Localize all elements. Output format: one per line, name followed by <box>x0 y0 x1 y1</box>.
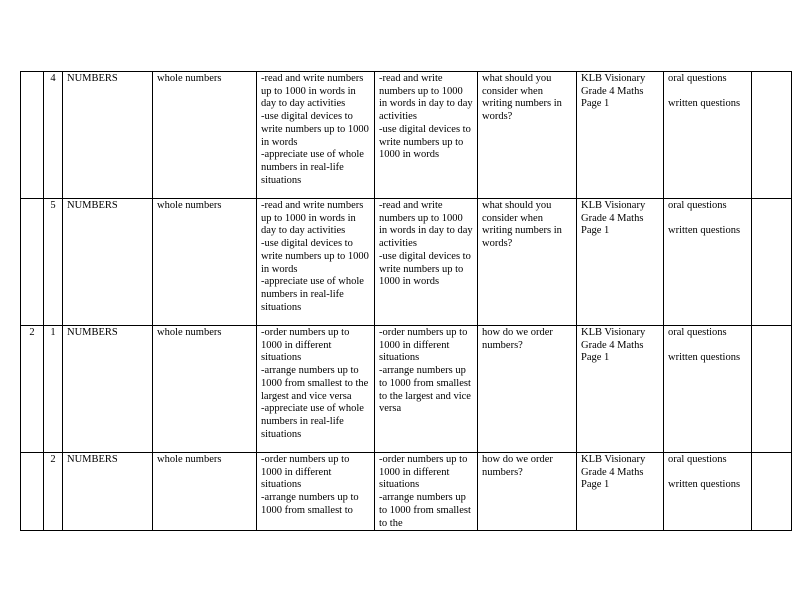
learning-experiences-cell: -order numbers up to 1000 in different situations -arrange numbers up to 1000 from smallest to the <box>375 453 478 531</box>
inquiry-question-cell: what should you consider when writing numbers in words? <box>478 72 577 199</box>
assessment-cell <box>664 72 752 199</box>
assessment-written: written questions <box>668 225 741 237</box>
inquiry-question-cell: what should you consider when writing numbers in words? <box>478 199 577 326</box>
strand-cell: NUMBERS <box>63 326 153 453</box>
table-row <box>21 326 792 453</box>
scheme-of-work-table <box>20 71 792 531</box>
table-row <box>21 199 792 326</box>
resources-cell: KLB Visionary Grade 4 Maths Page 1 <box>577 72 664 199</box>
learning-outcomes-cell: -read and write numbers up to 1000 in words in day to day activities -use digital devices to write numbers up to 1000 in words -appreciate use of whole numbers in real-life situations <box>257 72 375 199</box>
assessment-cell <box>664 326 752 453</box>
assessment-written: written questions <box>668 479 741 491</box>
assessment-cell <box>664 199 752 326</box>
assessment-oral: oral questions <box>668 73 727 84</box>
resources-cell: KLB Visionary Grade 4 Maths Page 1 <box>577 199 664 326</box>
inquiry-question-cell: how do we order numbers? <box>478 326 577 453</box>
reflection-cell <box>752 326 792 453</box>
learning-outcomes-cell: -order numbers up to 1000 in different situations -arrange numbers up to 1000 from smallest to <box>257 453 375 531</box>
lesson-cell: 2 <box>44 453 63 531</box>
learning-outcomes-cell: -order numbers up to 1000 in different situations -arrange numbers up to 1000 from smallest to the largest and vice versa -appreciate use of whole numbers in real-life situations <box>257 326 375 453</box>
learning-experiences-cell: -order numbers up to 1000 in different situations -arrange numbers up to 1000 from smallest to the largest and vice versa <box>375 326 478 453</box>
assessment-written: written questions <box>668 352 741 364</box>
strand-cell: NUMBERS <box>63 72 153 199</box>
week-cell: 2 <box>21 326 44 453</box>
reflection-cell <box>752 453 792 531</box>
learning-experiences-cell: -read and write numbers up to 1000 in words in day to day activities -use digital devices to write numbers up to 1000 in words <box>375 199 478 326</box>
learning-outcomes-cell: -read and write numbers up to 1000 in words in day to day activities -use digital devices to write numbers up to 1000 in words -appreciate use of whole numbers in real-life situations <box>257 199 375 326</box>
sub-strand-cell: whole numbers <box>153 326 257 453</box>
sub-strand-cell: whole numbers <box>153 453 257 531</box>
assessment-written: written questions <box>668 98 741 110</box>
week-cell <box>21 72 44 199</box>
inquiry-question-cell: how do we order numbers? <box>478 453 577 531</box>
assessment-oral: oral questions <box>668 200 727 211</box>
week-cell <box>21 453 44 531</box>
week-cell <box>21 199 44 326</box>
strand-cell: NUMBERS <box>63 453 153 531</box>
learning-experiences-cell: -read and write numbers up to 1000 in words in day to day activities -use digital devices to write numbers up to 1000 in words <box>375 72 478 199</box>
assessment-cell <box>664 453 752 531</box>
assessment-oral: oral questions <box>668 454 727 465</box>
reflection-cell <box>752 72 792 199</box>
lesson-cell: 4 <box>44 72 63 199</box>
sub-strand-cell: whole numbers <box>153 72 257 199</box>
lesson-cell: 1 <box>44 326 63 453</box>
assessment-oral: oral questions <box>668 327 727 338</box>
table-row <box>21 72 792 199</box>
sub-strand-cell: whole numbers <box>153 199 257 326</box>
reflection-cell <box>752 199 792 326</box>
resources-cell: KLB Visionary Grade 4 Maths Page 1 <box>577 326 664 453</box>
lesson-cell: 5 <box>44 199 63 326</box>
resources-cell: KLB Visionary Grade 4 Maths Page 1 <box>577 453 664 531</box>
table-row <box>21 453 792 531</box>
strand-cell: NUMBERS <box>63 199 153 326</box>
